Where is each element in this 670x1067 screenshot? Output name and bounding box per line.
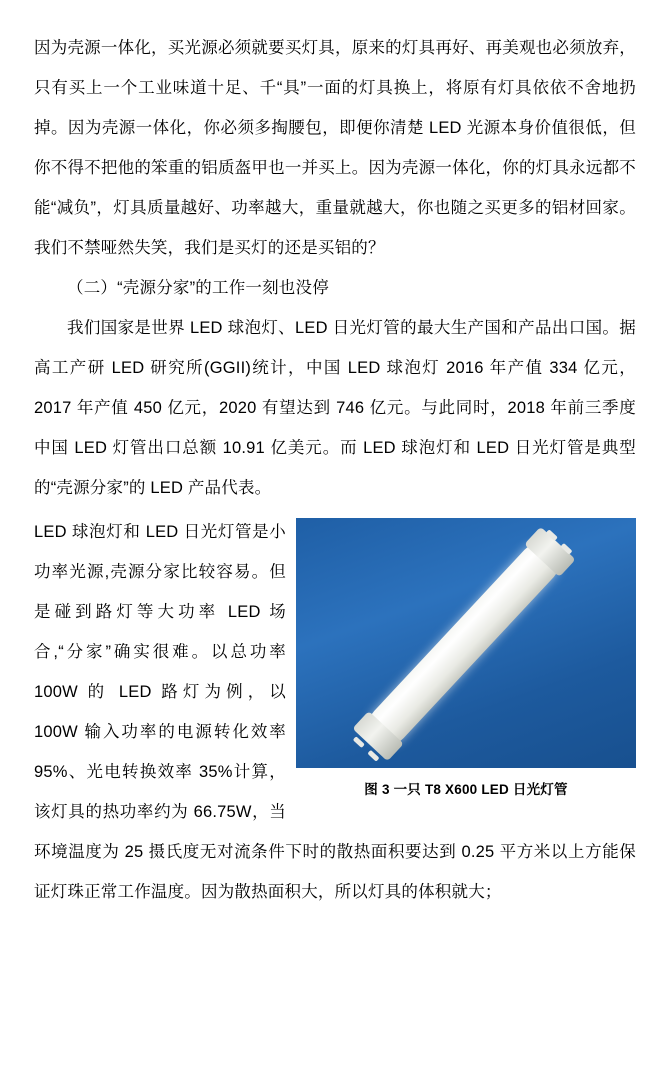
paragraph-4: LED 球泡灯和 LED 日光灯管是小功率光源,壳源分家比较容易。但是碰到路灯等大功率 LED 场合,“分家”确实很难。以总功率 100W 的 LED 路灯为例，以 100W 输入功率的电源转化效率 95%、光电转换效率 35%计算，该灯具的热功率约为 66.75W，当环境温度为 25 摄氏度无对流条件下时的散热面积要达到 0.25 平方米以上方能保证灯珠正常工作温度。因为散热面积大，所以灯具的体积就大；	[34, 523, 636, 901]
led-tube-photo	[296, 518, 636, 768]
document-body	[34, 28, 636, 912]
paragraph-1: 因为壳源一体化，买光源必须就要买灯具，原来的灯具再好、再美观也必须放弃，只有买上一个工业味道十足、千“具”一面的灯具换上，将原有灯具依依不舍地扔掉。因为壳源一体化，你必须多掏腰包，即便你清楚 LED 光源本身价值很低，但你不得不把他的笨重的铝质盔甲也一并买上。因为壳源一体化，你的灯具永远都不能“减负”，灯具质量越好、功率越大，重量就越大，你也随之买更多的铝材回家。我们不禁哑然失笑，我们是买灯的还是买铝的？	[34, 39, 636, 257]
figure-caption: 图 3 一只 T8 X600 LED 日光灯管	[364, 782, 568, 797]
tube-body	[361, 535, 568, 752]
led-tube-illustration	[304, 518, 625, 768]
paragraph-3: 我们国家是世界 LED 球泡灯、LED 日光灯管的最大生产国和产品出口国。据高工产研 LED 研究所(GGII)统计，中国 LED 球泡灯 2016 年产值 334 亿元，2017 年产值 450 亿元，2020 有望达到 746 亿元。与此同时，2018 年前三季度中国 LED 灯管出口总额 10.91 亿美元。而 LED 球泡灯和 LED 日光灯管是典型的“壳源分家”的 LED 产品代表。	[34, 319, 636, 497]
figure-with-wrapped-text	[34, 512, 636, 912]
figure-3	[296, 518, 636, 800]
paragraph-section-heading: （二）“壳源分家”的工作一刻也没停	[67, 279, 329, 297]
